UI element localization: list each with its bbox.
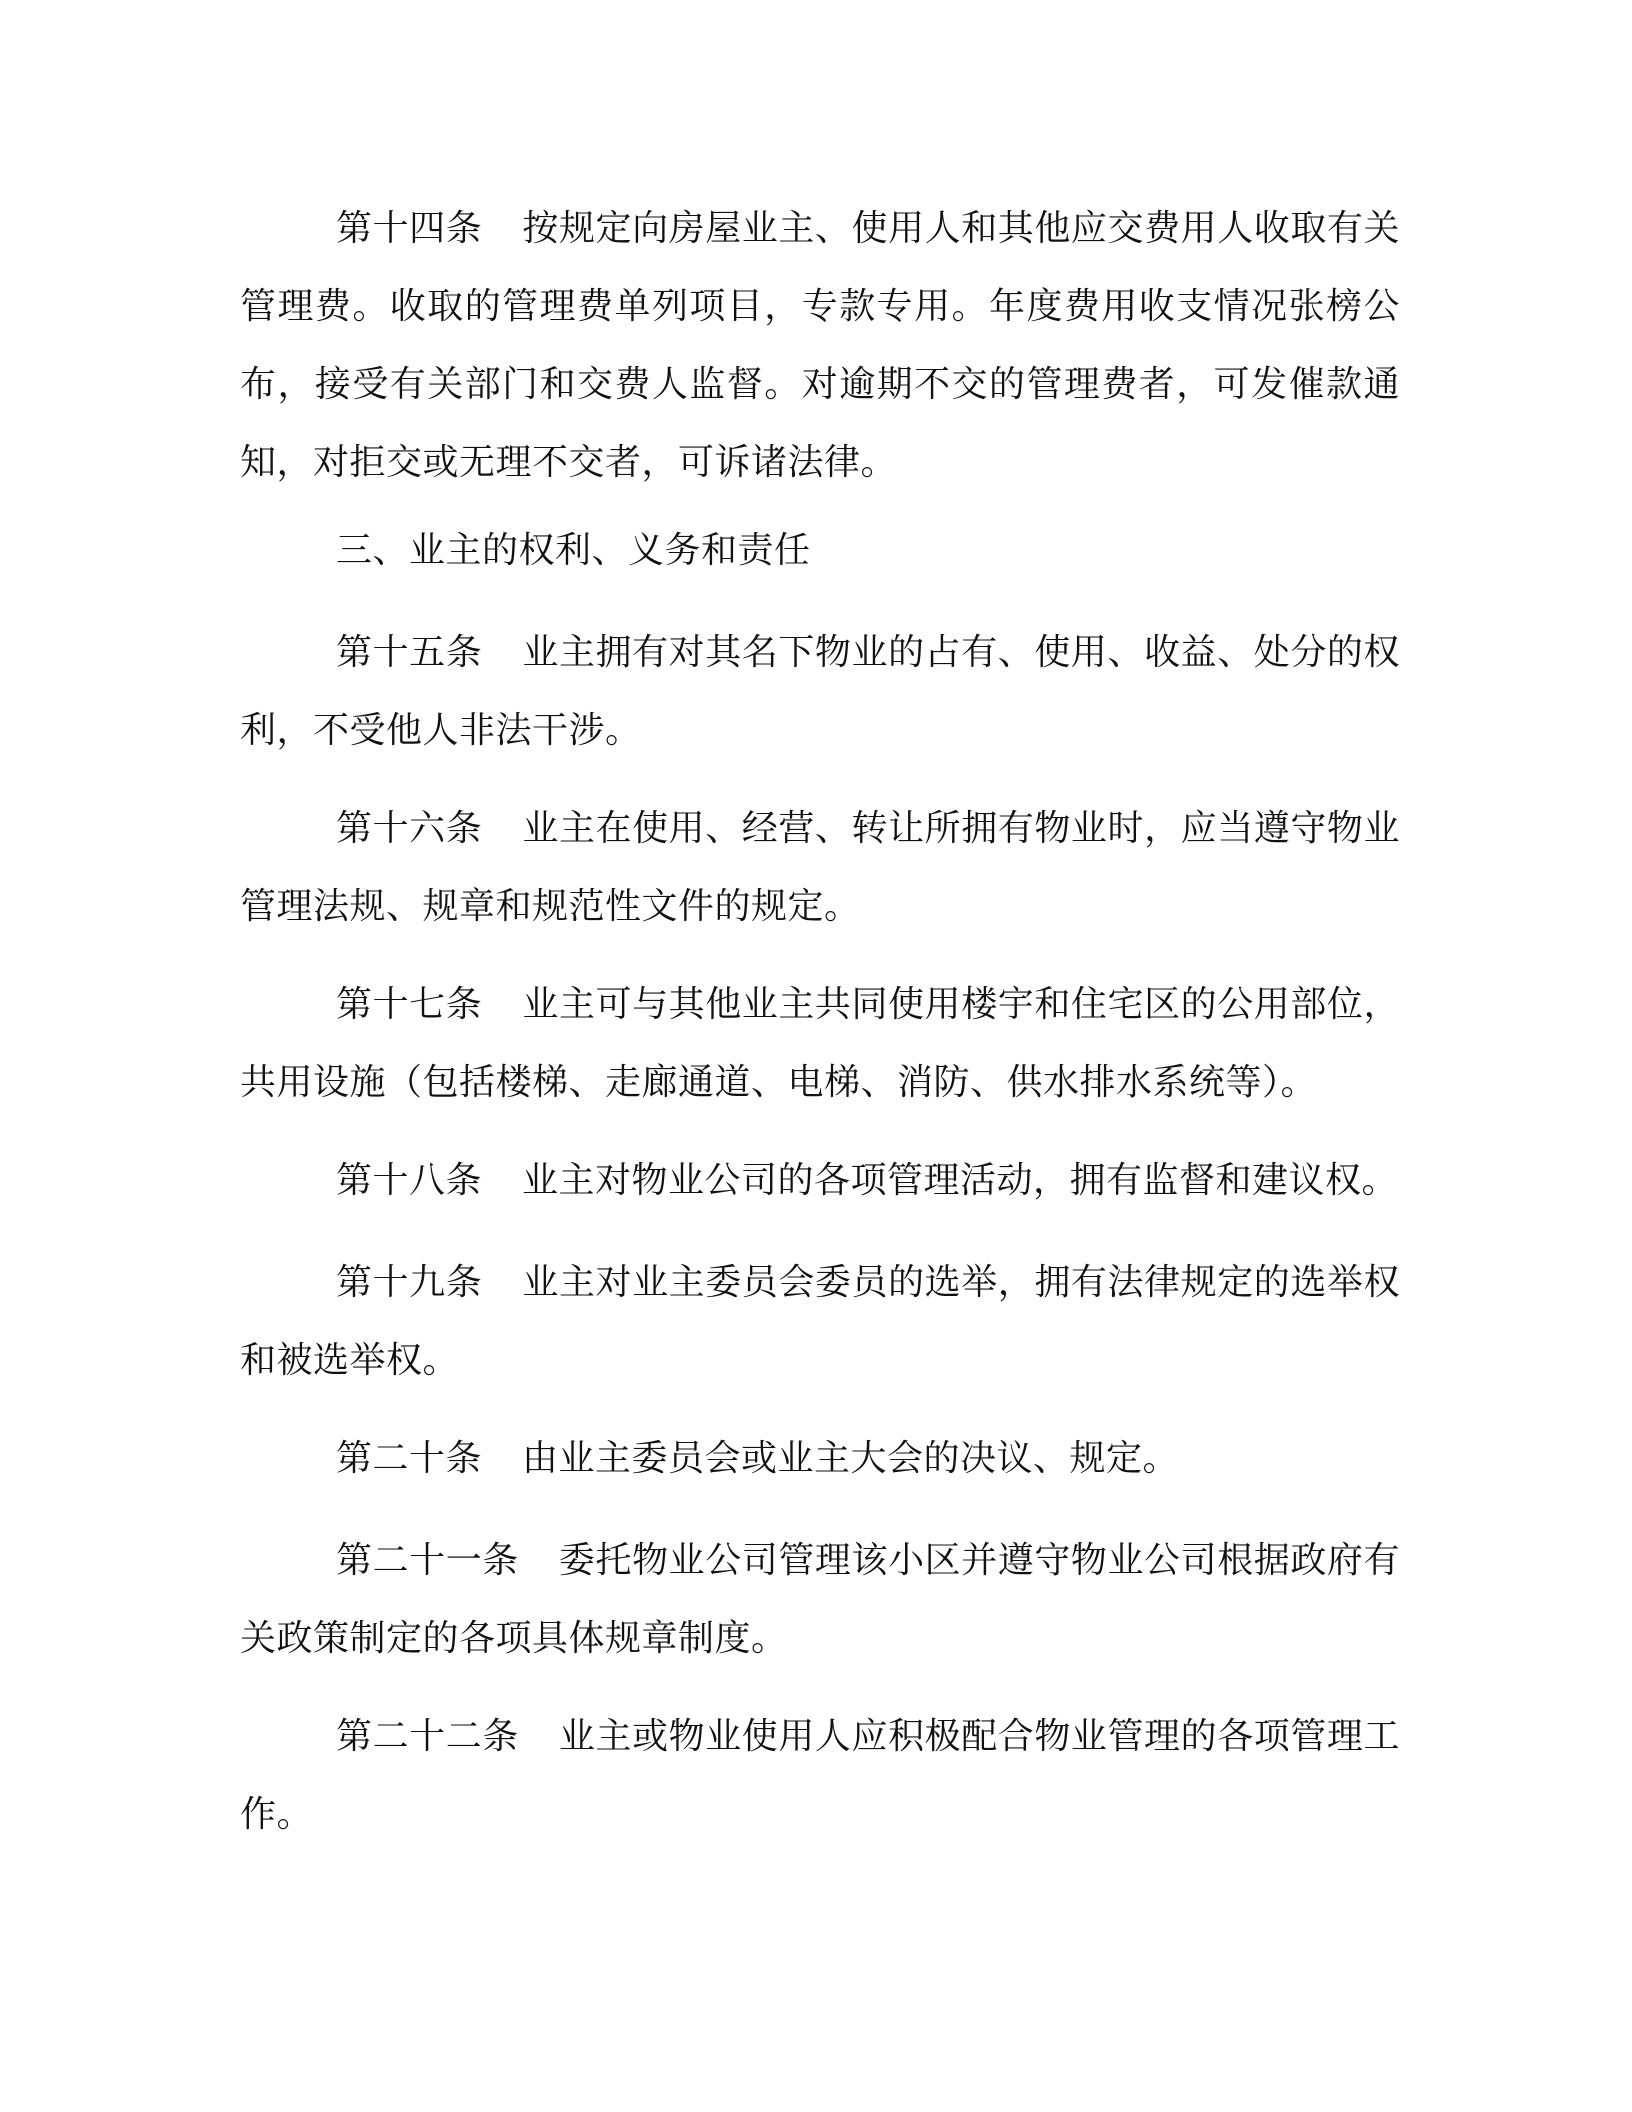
article-text: 业主或物业使用人应积极配合物业管理的各项管理工作。 — [240, 1716, 1400, 1835]
article-number: 第十八条 — [336, 1160, 483, 1201]
article-19-paragraph — [240, 1244, 1400, 1400]
article-17-paragraph — [240, 966, 1400, 1122]
article-number: 第二十条 — [336, 1438, 483, 1479]
article-number: 第二十二条 — [336, 1716, 519, 1757]
article-22-paragraph — [240, 1698, 1400, 1854]
article-number: 第十七条 — [336, 984, 483, 1025]
article-16-paragraph — [240, 790, 1400, 946]
article-14-paragraph — [240, 190, 1400, 502]
article-text: 业主可与其他业主共同使用楼宇和住宅区的公用部位，共用设施（包括楼梯、走廊通道、电梯、消防、供水排水系统等）。 — [240, 984, 1400, 1103]
article-number: 第十五条 — [336, 632, 483, 673]
article-21-paragraph — [240, 1522, 1400, 1678]
article-18-paragraph — [240, 1142, 1400, 1220]
section-heading — [240, 512, 1400, 590]
article-15-paragraph — [240, 614, 1400, 770]
article-number: 第十九条 — [336, 1262, 483, 1303]
document-page — [240, 0, 1400, 2112]
article-number: 第二十一条 — [336, 1540, 519, 1581]
article-text: 业主在使用、经营、转让所拥有物业时，应当遵守物业管理法规、规章和规范性文件的规定。 — [240, 808, 1400, 927]
article-text: 委托物业公司管理该小区并遵守物业公司根据政府有关政策制定的各项具体规章制度。 — [240, 1540, 1400, 1659]
article-text: 业主对业主委员会委员的选举，拥有法律规定的选举权和被选举权。 — [240, 1262, 1400, 1381]
article-20-paragraph — [240, 1420, 1400, 1498]
article-number: 第十四条 — [336, 208, 483, 249]
section-heading-text: 三、业主的权利、义务和责任 — [336, 530, 811, 571]
article-text: 由业主委员会或业主大会的决议、规定。 — [522, 1438, 1180, 1479]
article-text: 业主对物业公司的各项管理活动，拥有监督和建议权。 — [522, 1160, 1399, 1201]
article-number: 第十六条 — [336, 808, 483, 849]
article-text: 按规定向房屋业主、使用人和其他应交费用人收取有关管理费。收取的管理费单列项目，专款专用。年度费用收支情况张榜公布，接受有关部门和交费人监督。对逾期不交的管理费者，可发催款通知，对拒交或无理不交者，可诉诸法律。 — [240, 208, 1400, 483]
article-text: 业主拥有对其名下物业的占有、使用、收益、处分的权利，不受他人非法干涉。 — [240, 632, 1400, 751]
